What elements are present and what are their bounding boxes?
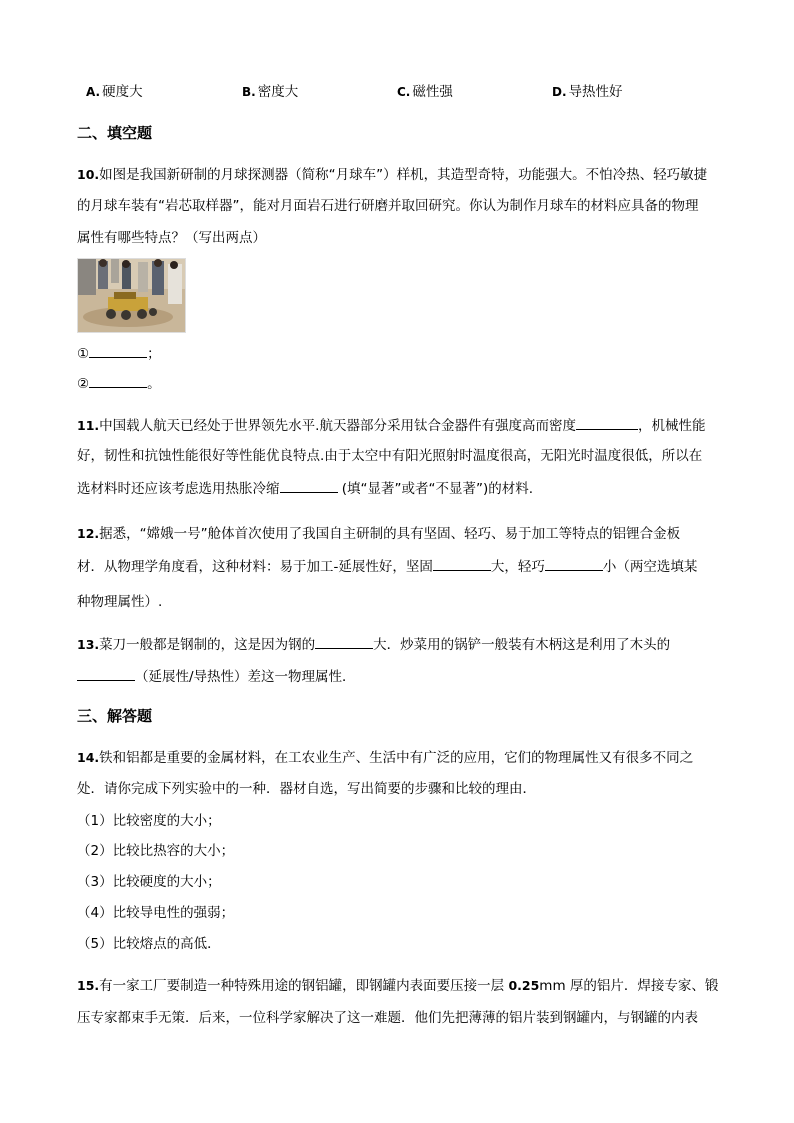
q10-answer-1: ① ； [77,343,161,364]
answer-blank[interactable] [433,556,491,571]
q15-line-2: 压专家都束手无策．后来，一位科学家解决了这一难题．他们先把薄薄的铝片装到钢罐内，与钢罐的内表 [77,1010,698,1026]
q14-line-1: 14.铁和铝都是重要的金属材料，在工农业生产、生活中有广泛的应用，它们的物理属性又有很多不同之 [77,750,694,766]
q11-line-1: 11.中国载人航天已经处于世界领先水平.航天器部分采用钛合金器件有强度高而密度 ，机械性能 [77,415,705,436]
q12-line-1: 12.据悉，“嫦娥一号”舱体首次使用了我国自主研制的具有坚固、轻巧、易于加工等特点的铝锂合金板 [77,526,681,542]
q14-item-3: （3）比较硬度的大小； [77,874,221,890]
q13-line-2: （延展性/导热性）差这一物理属性． [77,666,356,687]
question-number: 13. [77,637,100,652]
answer-blank[interactable] [89,373,147,388]
q10-line-1: 10.如图是我国新研制的月球探测器（简称“月球车”）样机，其造型奇特，功能强大。不怕冷热、轻巧敏捷 [77,167,708,183]
answer-blank[interactable] [545,556,603,571]
option-d: D. 导热性好 [552,84,623,100]
option-a: A. 硬度大 [86,84,143,100]
q14-item-1: （1）比较密度的大小； [77,813,221,829]
q14-item-2: （2）比较比热容的大小； [77,843,235,859]
q15-line-1: 15.有一家工厂要制造一种特殊用途的钢铝罐，即钢罐内表面要压接一层 0.25mm 厚的铝片．焊接专家、锻 [77,978,719,994]
answer-blank[interactable] [280,478,338,493]
lunar-rover-image [78,259,185,332]
q14-item-5: （5）比较熔点的高低． [77,936,221,952]
q10-line-2: 的月球车装有“岩芯取样器”，能对月面岩石进行研磨并取回研究。你认为制作月球车的材料应具备的物理 [77,198,699,214]
q14-line-2: 处．请你完成下列实验中的一种．器材自选，写出简要的步骤和比较的理由． [77,781,536,797]
answer-blank[interactable] [576,415,638,430]
question-number: 11. [77,418,100,433]
question-number: 14. [77,750,100,765]
q12-line-2: 材．从物理学角度看，这种材料：易于加工-延展性好，坚固 大，轻巧 小（两空选填某 [77,556,697,577]
question-number: 12. [77,526,100,541]
q11-line-2: 好，韧性和抗蚀性能很好等性能优良特点.由于太空中有阳光照射时温度很高，无阳光时温度很低，所以在 [77,448,703,464]
lunar-rover-photo [77,258,186,333]
q13-line-1: 13.菜刀一般都是钢制的，这是因为钢的 大．炒菜用的锅铲一般装有木柄这是利用了木头的 [77,634,670,655]
answer-blank[interactable] [77,666,135,681]
question-number: 15. [77,978,100,993]
option-c: C. 磁性强 [397,84,453,100]
q11-line-3: 选材料时还应该考虑选用热胀冷缩 (填“显著”或者“不显著”)的材料. [77,478,533,499]
q12-line-3: 种物理属性）. [77,594,163,610]
section-title-answer: 三、解答题 [77,707,153,725]
section-title-fill-blank: 二、填空题 [77,124,153,142]
q10-line-3: 属性有哪些特点？（写出两点） [77,230,266,246]
option-b: B. 密度大 [242,84,299,100]
answer-blank[interactable] [89,343,147,358]
q14-item-4: （4）比较导电性的强弱； [77,905,235,921]
q10-answer-2: ② 。 [77,373,161,394]
answer-blank[interactable] [315,634,373,649]
question-number: 10. [77,167,100,182]
